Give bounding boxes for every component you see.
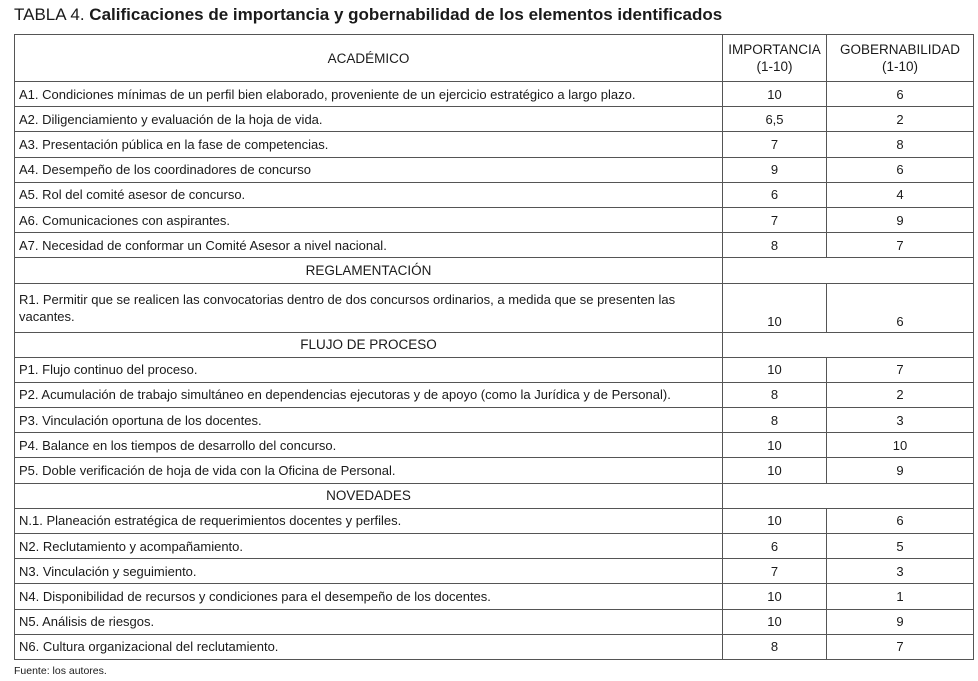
importancia-value: 10 [723, 584, 827, 609]
row-label: N5. Análisis de riesgos. [15, 609, 723, 634]
row-label: P1. Flujo continuo del proceso. [15, 357, 723, 382]
row-label: P5. Doble verificación de hoja de vida con la Oficina de Personal. [15, 458, 723, 483]
table-row [15, 132, 974, 157]
importancia-value: 7 [723, 559, 827, 584]
importancia-value: 8 [723, 382, 827, 407]
gobernabilidad-value: 5 [827, 534, 974, 559]
row-label: R1. Permitir que se realicen las convocatorias dentro de dos concursos ordinarios, a medida que se presenten las vacantes. [15, 283, 723, 332]
table-row [15, 458, 974, 483]
importancia-value: 10 [723, 433, 827, 458]
row-label: A6. Comunicaciones con aspirantes. [15, 207, 723, 232]
section-title-reglamentacion: REGLAMENTACIÓN [15, 258, 723, 283]
section-empty-cell [723, 483, 974, 508]
table-row [15, 357, 974, 382]
importancia-value: 10 [723, 283, 827, 332]
importancia-value: 6 [723, 534, 827, 559]
row-label: A1. Condiciones mínimas de un perfil bien elaborado, proveniente de un ejercicio estratégico a largo plazo. [15, 82, 723, 107]
gobernabilidad-value: 6 [827, 82, 974, 107]
section-title-novedades: NOVEDADES [15, 483, 723, 508]
table-number: TABLA 4. [14, 5, 85, 24]
header-row [15, 35, 974, 82]
gobernabilidad-value: 4 [827, 182, 974, 207]
row-label: P4. Balance en los tiempos de desarrollo del concurso. [15, 433, 723, 458]
gobernabilidad-value: 9 [827, 609, 974, 634]
column-header-gobernabilidad [827, 35, 974, 82]
gobernabilidad-value: 7 [827, 357, 974, 382]
row-label: A4. Desempeño de los coordinadores de concurso [15, 157, 723, 182]
gobernabilidad-value: 7 [827, 634, 974, 659]
gobernabilidad-value: 9 [827, 458, 974, 483]
table-row [15, 107, 974, 132]
ratings-table [14, 34, 974, 660]
importancia-value: 8 [723, 233, 827, 258]
section-row-novedades [15, 483, 974, 508]
importancia-value: 7 [723, 132, 827, 157]
row-label: N6. Cultura organizacional del reclutamiento. [15, 634, 723, 659]
row-label: N4. Disponibilidad de recursos y condiciones para el desempeño de los docentes. [15, 584, 723, 609]
row-label: N.1. Planeación estratégica de requerimientos docentes y perfiles. [15, 508, 723, 533]
row-label: N2. Reclutamiento y acompañamiento. [15, 534, 723, 559]
section-row-flujo [15, 332, 974, 357]
gobernabilidad-value: 6 [827, 283, 974, 332]
section-row-reglamentacion [15, 258, 974, 283]
table-row [15, 609, 974, 634]
gobernabilidad-value: 6 [827, 157, 974, 182]
row-label: P2. Acumulación de trabajo simultáneo en dependencias ejecutoras y de apoyo (como la Jurídica y de Personal). [15, 382, 723, 407]
table-row [15, 382, 974, 407]
importancia-value: 10 [723, 609, 827, 634]
table-row [15, 508, 974, 533]
table-row [15, 233, 974, 258]
section-empty-cell [723, 258, 974, 283]
row-label: A2. Diligenciamiento y evaluación de la hoja de vida. [15, 107, 723, 132]
source-note: Fuente: los autores. [14, 665, 107, 677]
row-label: A7. Necesidad de conformar un Comité Asesor a nivel nacional. [15, 233, 723, 258]
importancia-value: 10 [723, 357, 827, 382]
importancia-value: 9 [723, 157, 827, 182]
table-row [15, 283, 974, 332]
table-title [14, 4, 722, 26]
table-row [15, 182, 974, 207]
gobernabilidad-value: 10 [827, 433, 974, 458]
importancia-value: 6 [723, 182, 827, 207]
gobernabilidad-value: 3 [827, 559, 974, 584]
column-header-importancia-scale: (1-10) [756, 59, 793, 74]
table-row [15, 433, 974, 458]
gobernabilidad-value: 8 [827, 132, 974, 157]
table-row [15, 408, 974, 433]
gobernabilidad-value: 3 [827, 408, 974, 433]
table-row [15, 634, 974, 659]
column-header-gobernabilidad-label: GOBERNABILIDAD [839, 42, 961, 57]
column-header-gobernabilidad-scale: (1-10) [881, 59, 918, 74]
table-row [15, 534, 974, 559]
importancia-value: 10 [723, 458, 827, 483]
gobernabilidad-value: 2 [827, 382, 974, 407]
table-row [15, 584, 974, 609]
gobernabilidad-value: 7 [827, 233, 974, 258]
importancia-value: 6,5 [723, 107, 827, 132]
importancia-value: 8 [723, 634, 827, 659]
gobernabilidad-value: 1 [827, 584, 974, 609]
table-row [15, 207, 974, 232]
importancia-value: 10 [723, 508, 827, 533]
section-empty-cell [723, 332, 974, 357]
column-header-importancia [723, 35, 827, 82]
row-label: A5. Rol del comité asesor de concurso. [15, 182, 723, 207]
section-header-academico: ACADÉMICO [15, 35, 723, 82]
row-label: N3. Vinculación y seguimiento. [15, 559, 723, 584]
importancia-value: 7 [723, 207, 827, 232]
row-label: P3. Vinculación oportuna de los docentes. [15, 408, 723, 433]
gobernabilidad-value: 9 [827, 207, 974, 232]
table-row [15, 82, 974, 107]
importancia-value: 10 [723, 82, 827, 107]
importancia-value: 8 [723, 408, 827, 433]
row-label: A3. Presentación pública en la fase de competencias. [15, 132, 723, 157]
column-header-importancia-label: IMPORTANCIA [728, 42, 821, 57]
section-title-flujo: FLUJO DE PROCESO [15, 332, 723, 357]
table-row [15, 559, 974, 584]
table-row [15, 157, 974, 182]
table-caption: Calificaciones de importancia y gobernabilidad de los elementos identificados [89, 5, 723, 24]
gobernabilidad-value: 6 [827, 508, 974, 533]
gobernabilidad-value: 2 [827, 107, 974, 132]
